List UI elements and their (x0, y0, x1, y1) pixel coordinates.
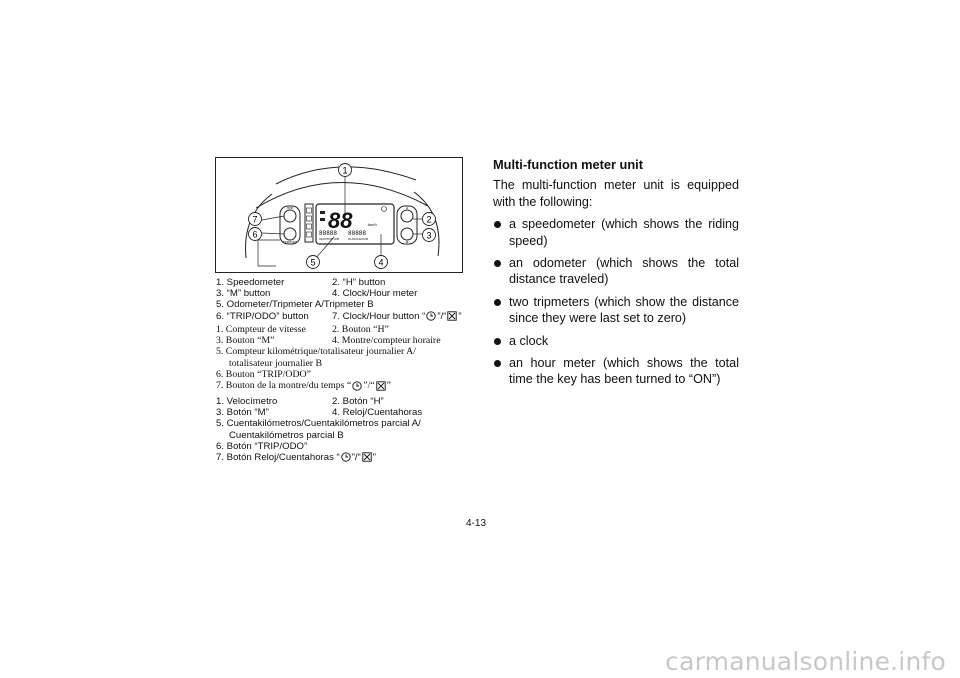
caption-item: 4. Clock/Hour meter (332, 288, 418, 300)
caption-text: 7. Clock/Hour button “ (332, 310, 426, 322)
clock-icon (341, 452, 351, 462)
list-item (493, 294, 739, 327)
caption-item: 4. Reloj/Cuentahoras (332, 407, 423, 419)
caption-item (216, 452, 376, 463)
list-item (493, 355, 739, 388)
callout-3 (423, 229, 436, 242)
caption-row (216, 288, 462, 299)
list-item-text: an hour meter (which shows the total time the key has been turned to “ON”) (509, 356, 739, 387)
caption-row (216, 299, 462, 310)
hourglass-icon (447, 311, 457, 321)
lcd-segment-icon (320, 211, 325, 214)
caption-text: ” (458, 310, 462, 322)
clock-label: CLOCK/HOUR (348, 237, 369, 241)
list-item-text: a speedometer (which shows the riding speed) (509, 217, 739, 248)
caption-row (216, 346, 441, 357)
caption-item (332, 311, 462, 322)
svg-text:2: 2 (426, 214, 432, 225)
svg-text:3: 3 (426, 230, 432, 241)
caption-row (216, 418, 422, 429)
bullet-icon (494, 338, 501, 345)
list-item-text: a clock (509, 333, 549, 348)
svg-text:7: 7 (252, 214, 258, 225)
clock-digits: 88888 (348, 230, 367, 237)
list-item-text: an odometer (which shows the total distance traveled) (509, 256, 739, 287)
caption-row (216, 335, 441, 346)
bullet-icon (494, 299, 501, 306)
bullet-icon (494, 221, 501, 228)
caption-text: ”/“ (437, 310, 447, 322)
caption-text: 7. Botón Reloj/Cuentahoras “ (216, 452, 340, 464)
caption-item: 5. Cuentakilómetros/Cuentakilómetros parcial A/ (216, 418, 421, 430)
bullet-icon (494, 260, 501, 267)
odo-label: ODO/TRIP A/B (319, 237, 339, 241)
callout-7 (249, 213, 262, 226)
callout-6 (249, 228, 262, 241)
caption-item: 6. Bouton “TRIP/ODO” (216, 368, 311, 380)
callout-1 (339, 164, 352, 177)
caption-row (216, 380, 441, 391)
caption-english (216, 277, 462, 322)
caption-text: ”/“ (363, 380, 375, 392)
speed-unit: km/h (368, 222, 377, 227)
svg-text:1: 1 (342, 165, 348, 176)
svg-text:5: 5 (310, 257, 316, 268)
caption-row (216, 277, 462, 288)
page-number: 4-13 (466, 518, 487, 529)
m-button-shape (401, 228, 413, 240)
caption-item: 1. Compteur de vitesse (216, 324, 306, 335)
caption-item: Cuentakilómetros parcial B (229, 429, 344, 441)
trip-odo-button-shape (284, 228, 296, 240)
caption-text: ” (386, 380, 392, 392)
caption-item: 3. Botón “M” (216, 407, 269, 419)
caption-row (216, 407, 422, 418)
hourglass-icon (362, 452, 372, 462)
caption-item (216, 380, 391, 391)
caption-row (216, 369, 441, 380)
caption-text: ”/“ (351, 452, 361, 464)
bullet-icon (494, 360, 501, 367)
caption-row (216, 311, 462, 322)
right-button-top-label: H (405, 206, 409, 210)
caption-item: 6. “TRIP/ODO” button (216, 310, 309, 322)
odo-digits: 88888 (319, 230, 338, 237)
leader-line (258, 240, 280, 266)
caption-item: 3. “M” button (216, 288, 271, 300)
caption-french (216, 324, 441, 391)
caption-spanish (216, 396, 422, 463)
caption-row (216, 430, 422, 441)
caption-item: 6. Botón “TRIP/ODO” (216, 440, 308, 452)
caption-item: 2. Botón “H” (332, 396, 384, 407)
feature-list (493, 216, 739, 388)
svg-text:4: 4 (378, 257, 384, 268)
caption-row (216, 441, 422, 452)
meter-diagram (216, 158, 462, 272)
left-button-bottom-label: TRIP/ODO (282, 240, 298, 244)
hourglass-icon (376, 381, 386, 391)
caption-item: 5. Compteur kilométrique/totalisateur journalier A/ (216, 346, 416, 358)
caption-row (216, 452, 422, 463)
caption-item: 1. Speedometer (216, 277, 285, 288)
clock-icon (352, 381, 362, 391)
caption-text: ” (372, 452, 376, 464)
caption-item: totalisateur journalier B (229, 357, 323, 369)
caption-row (216, 324, 441, 335)
callout-2 (423, 213, 436, 226)
caption-item: 1. Velocímetro (216, 396, 278, 407)
lcd-segment-icon (320, 218, 325, 221)
list-item-text: two tripmeters (which show the distance since they were last set to zero) (509, 294, 739, 326)
caption-row (216, 396, 422, 407)
list-item (493, 216, 739, 249)
list-item (493, 255, 739, 288)
caption-text: 7. Bouton de la montre/du temps “ (216, 380, 352, 392)
left-button-top-label: TRIP (286, 206, 294, 210)
caption-item: 4. Montre/compteur horaire (332, 335, 441, 347)
section-intro: The multi-function meter unit is equipped with the following: (493, 178, 739, 209)
caption-item: 3. Bouton “M” (216, 335, 275, 347)
h-button-shape (401, 210, 413, 222)
svg-text:6: 6 (252, 229, 258, 240)
speed-digits: 88 (328, 208, 353, 233)
watermark: carmanualsonline.info (665, 647, 946, 676)
caption-item: 2. “H” button (332, 277, 386, 288)
section-multi-function-meter (493, 157, 739, 394)
list-item (493, 333, 739, 349)
clock-icon (426, 311, 436, 321)
callout-4 (375, 256, 388, 269)
caption-row (216, 358, 441, 369)
section-title: Multi-function meter unit (493, 157, 643, 172)
callout-5 (307, 256, 320, 269)
bezel-left-edge (246, 194, 272, 258)
caption-item: 5. Odometer/Tripmeter A/Tripmeter B (216, 299, 374, 311)
trip-button-shape (284, 210, 296, 222)
caption-item: 2. Bouton “H” (332, 324, 389, 335)
meter-illustration (215, 157, 463, 273)
right-button-bottom-label: M (405, 240, 409, 244)
